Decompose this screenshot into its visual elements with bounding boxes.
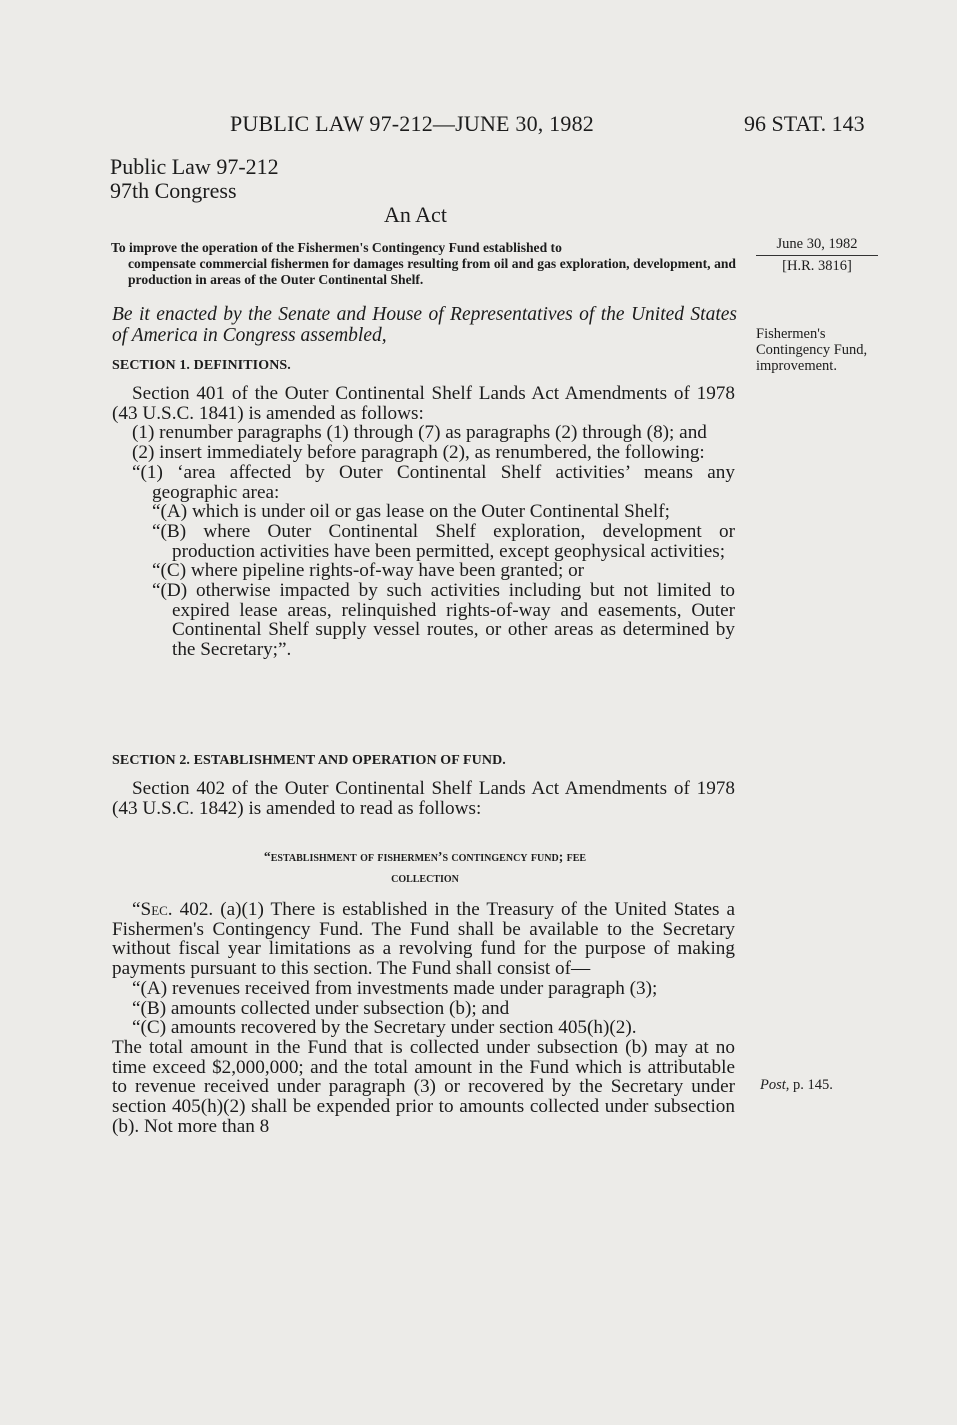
definition-subparagraph-c: “(C) where pipeline rights-of-way have been granted; or xyxy=(152,560,585,582)
purpose-first-line: To improve the operation of the Fishermen's Contingency Fund established to xyxy=(111,240,562,255)
post-reference-italic: Post, xyxy=(760,1077,790,1093)
enacting-clause: Be it enacted by the Senate and House of Representatives of the United States of America in Congress assembled, xyxy=(112,304,737,346)
definition-subparagraph-a: “(A) which is under oil or gas lease on the Outer Continental Shelf; xyxy=(152,501,670,523)
section-1-heading: SECTION 1. DEFINITIONS. xyxy=(112,358,291,373)
definition-paragraph-1: “(1) ‘area affected by Outer Continental Shelf activities’ means any geographic area: xyxy=(132,461,735,503)
section-402-body xyxy=(112,900,735,1136)
purpose-continuation: compensate commercial fishermen for damages resulting from oil and gas exploration, development, and production in areas of the Outer Continental Shelf. xyxy=(128,256,736,287)
stat-page-number: 96 STAT. 143 xyxy=(744,111,865,136)
section-1-intro: Section 401 of the Outer Continental Shelf Lands Act Amendments of 1978 (43 U.S.C. 1841) is amended as follows: xyxy=(112,383,735,424)
act-purpose xyxy=(111,240,736,288)
post-reference-page: p. 145. xyxy=(793,1077,833,1093)
law-identification xyxy=(110,155,279,203)
margin-date: June 30, 1982 xyxy=(756,236,878,256)
definition-subparagraph-d: “(D) otherwise impacted by such activities including but not limited to expired lease areas, relinquished rights-of-way and easements, Outer Continental Shelf supply vessel routes, or other areas as determined by the Secretary;”. xyxy=(152,580,735,661)
fund-item-c: “(C) amounts recovered by the Secretary under section 405(h)(2). xyxy=(132,1017,637,1039)
fund-item-b: “(B) amounts collected under subsection (b); and xyxy=(132,997,510,1019)
section-1-item-2: (2) insert immediately before paragraph (2), as renumbered, the following: xyxy=(132,442,705,464)
section-2-heading: SECTION 2. ESTABLISHMENT AND OPERATION OF FUND. xyxy=(112,753,506,768)
definition-subparagraph-b: “(B) where Outer Continental Shelf exploration, development or production activities have been permitted, except geophysical activities; xyxy=(152,520,735,562)
public-law-number: Public Law 97-212 xyxy=(110,154,279,179)
fund-item-a: “(A) revenues received from investments made under paragraph (3); xyxy=(132,977,658,999)
section-402-paragraph xyxy=(112,900,735,979)
section-402-text: 402. (a)(1) There is established in the Treasury of the United States a Fishermen's Contingency Fund. The Fund shall be available to the Secretary without fiscal year limitations as a revolving fund for the purpose of making payments pursuant to this section. The Fund shall consist of— xyxy=(112,899,736,980)
section-402-heading xyxy=(160,846,690,888)
running-head: PUBLIC LAW 97-212—JUNE 30, 1982 xyxy=(230,111,594,136)
margin-bill-number: [H.R. 3816] xyxy=(782,258,852,274)
section-402-heading-line-2: collection xyxy=(391,870,459,885)
margin-topic-note: Fishermen's Contingency Fund, improvement. xyxy=(756,326,868,374)
section-402-heading-line-1: “establishment of fishermen’s contingency fund; fee xyxy=(263,849,587,864)
section-2-intro: Section 402 of the Outer Continental Shelf Lands Act Amendments of 1978 (43 U.S.C. 1842) is amended to read as follows: xyxy=(112,778,735,819)
section-prefix: “Sec. xyxy=(132,899,173,920)
congress-number: 97th Congress xyxy=(110,178,237,203)
margin-post-reference xyxy=(760,1077,833,1093)
section-1-body xyxy=(112,384,735,660)
act-title: An Act xyxy=(384,202,447,227)
section-1-item-1: (1) renumber paragraphs (1) through (7) as paragraphs (2) through (8); and xyxy=(132,422,707,444)
fund-closing-paragraph: The total amount in the Fund that is collected under subsection (b) may at no time exceed $2,000,000; and the total amount in the Fund which is attributable to revenue received under paragraph (3) or recovered by the Secretary under section 405(h)(2) shall be expended prior to amounts collected under subsection (b). Not more than 8 xyxy=(112,1036,735,1137)
